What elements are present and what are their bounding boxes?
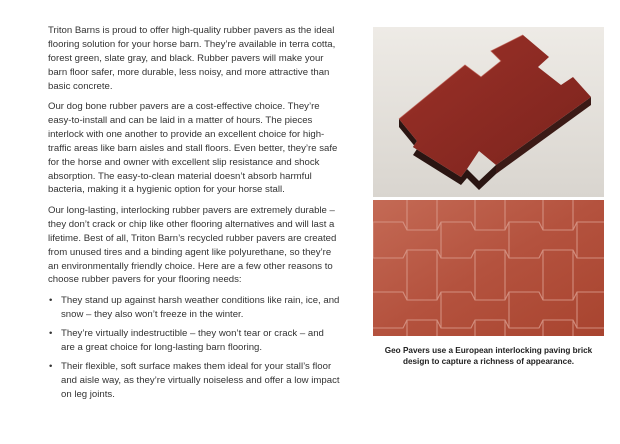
- list-item-text: Their flexible, soft surface makes them ideal for your stall’s floor and aisle way, as they’re virtually noiseless and offer a low impact on leg joints.: [61, 361, 340, 401]
- bullet-icon: •: [49, 294, 53, 306]
- list-item-text: They’re virtually indestructible – they won’t tear or crack – and are a great choice for long-lasting barn flooring.: [61, 328, 324, 354]
- list-item: [48, 360, 340, 402]
- rubber-paver-photo: [373, 27, 604, 197]
- list-item: [48, 294, 340, 322]
- list-item-text: They stand up against harsh weather conditions like rain, ice, and snow – they also won’t freeze in the winter.: [61, 294, 340, 320]
- durability-paragraph: Our long-lasting, interlocking rubber pavers are extremely durable – they don’t crack or chip like other flooring alternatives and will last a lifetime. Best of all, Triton Barn’s recycled rubber pavers are created from unused tires and a binding agent like polyurethane, so they’re an environmentally friendly choice. Here are a few other reasons to choose rubber pavers for your flooring needs:: [48, 204, 337, 286]
- bullet-icon: •: [49, 361, 53, 373]
- interlocking-pattern-photo: [373, 200, 604, 336]
- benefits-list: [48, 294, 340, 402]
- article-body: [48, 24, 340, 408]
- red-dog-bone-paver-image: [373, 27, 604, 197]
- bullet-icon: •: [49, 328, 53, 340]
- photo-caption: Geo Pavers use a European interlocking paving brick design to capture a richness of appearance.: [384, 346, 593, 366]
- dog-bone-paragraph: Our dog bone rubber pavers are a cost-effective choice. They’re easy-to-install and can be laid in a matter of hours. The pieces interlock with one another to provide an excellent choice for high-traffic areas like barn aisles and stall floors. Even better, they’re safe for the horse and owner with excellent slip resistance and shock absorption. The easy-to-clean material doesn’t absorb harmful bacteria, making it a hygienic option for your horse stall.: [48, 101, 338, 196]
- interlocking-floor-image: [373, 200, 604, 336]
- list-item: [48, 327, 340, 355]
- intro-paragraph: Triton Barns is proud to offer high-quality rubber pavers as the ideal flooring solution for your horse barn. They’re available in terra cotta, forest green, slate gray, and black. Rubber pavers will make your barn floor safer, more durable, less noisy, and more attractive than basic concrete.: [48, 25, 336, 92]
